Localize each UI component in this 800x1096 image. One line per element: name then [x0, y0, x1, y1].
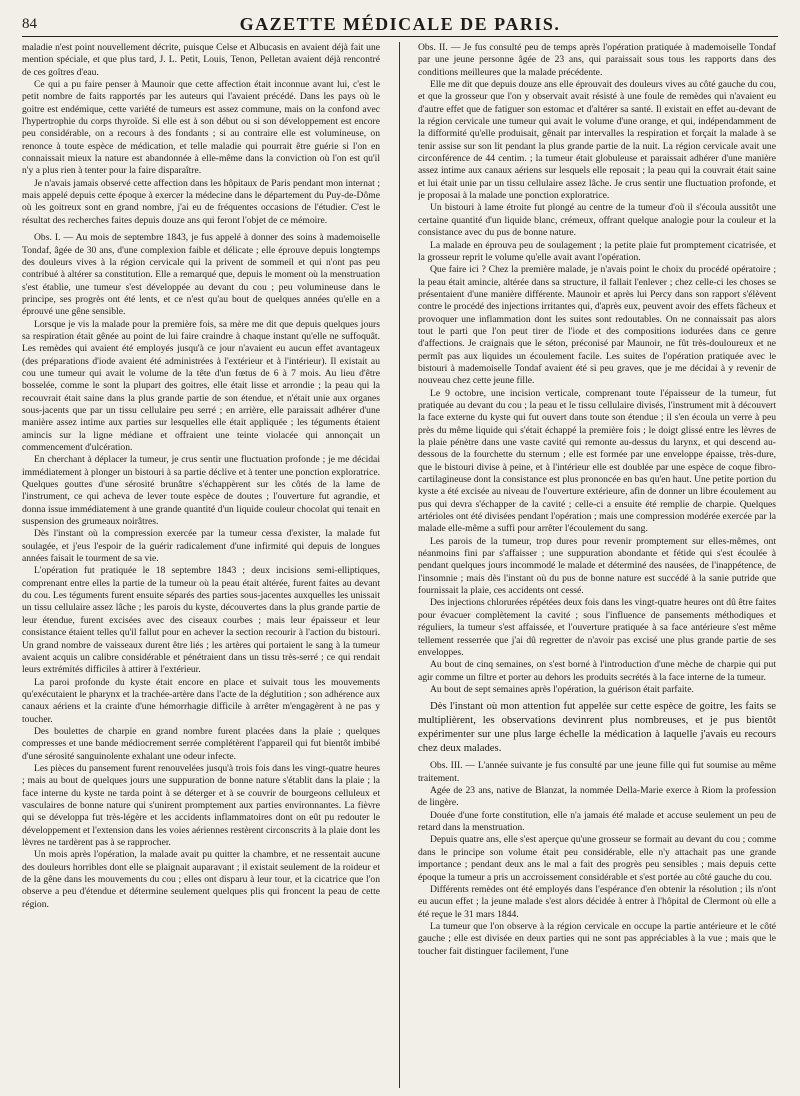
- paragraph: Depuis quatre ans, elle s'est aperçue qu'une grosseur se formait au devant du cou ; comme dans le principe son volume était peu considérable, elle n'y attachait pas une grande importance ; pendant deux ans le mal a fait des progrès peu sensibles ; mais depuis cette époque la tumeur a pris un accroissement considérable et s'est portée au côté gauche du cou.: [418, 834, 776, 883]
- paragraph: Les pièces du pansement furent renouvelées jusqu'à trois fois dans les vingt-quatre heures ; mais au bout de quelques jours une suppuration de bonne nature s'établit dans la plaie ; la face interne du kyste ne tarda point à se déterger et à se couvrir de bourgeons celluleux et vasculaires de bonne nature qui s'unirent promptement aux parties environnantes. La fièvre qui se développa fut très-légère et les accidents inflammatoires dont on eût pu redouter le développement et l'extension dans les voies aériennes restèrent circonscrits à la plaie dont les lèvres ne tardèrent pas à se rapprocher.: [22, 762, 380, 848]
- paragraph: Un bistouri à lame étroite fut plongé au centre de la tumeur d'où il s'écoula aussitôt une certaine quantité d'un liquide blanc, crémeux, offrant quelque analogie pour la couleur et la consistance avec du pus de bonne nature.: [418, 202, 776, 239]
- paragraph: Des boulettes de charpie en grand nombre furent placées dans la plaie ; quelques compresses et une bande médiocrement serrée complétèrent l'appareil qui fut bientôt imbibé d'une sérosité sanguinolente exhalant une odeur infecte.: [22, 725, 380, 762]
- observation-paragraph: Obs. II. — Je fus consulté peu de temps après l'opération pratiquée à mademoiselle Tondaf par une jeune personne âgée de 23 ans, qui paraissait sous tous les rapports dans des conditions meilleures que la malade précédente.: [418, 42, 776, 78]
- left-column: [22, 42, 380, 1086]
- journal-title: GAZETTE MÉDICALE DE PARIS.: [239, 14, 561, 34]
- paragraph: Ce qui a pu faire penser à Maunoir que cette affection était inconnue avant lui, c'est le petit nombre de faits rapportés par les auteurs qui l'avaient précédé. Dans les pays où le goitre est endémique, cette variété de tumeurs est assez commune, mais on la confond avec l'hypertrophie du corps thyroïde. Si elle est à son début ou si son développement est encore peu considérable, on a recours à des fondants ; si au contraire elle est volumineuse, on renonce à toute espèce de médication, et telle maladie qui pourrait être guérie si l'on en connaissait mieux la nature est abandonnée à elle-même dans la conviction où l'on est qu'il n'y a plus rien à tenter pour la faire disparaître.: [22, 79, 380, 177]
- paragraph: La paroi profonde du kyste était encore en place et suivait tous les mouvements qu'exécutaient le pharynx et la trachée-artère dans l'acte de la déglutition ; son adhérence aux canaux aériens et la crainte d'une hémorrhagie difficile à arrêter m'engagèrent à ne pas y toucher.: [22, 676, 380, 725]
- paragraph: Je n'avais jamais observé cette affection dans les hôpitaux de Paris pendant mon internat ; mais appelé depuis cette époque à exercer la médecine dans le département du Puy-de-Dôme où les goitreux sont en grand nombre, j'ai eu de fréquentes occasions de l'étudier. C'est le résultat des recherches faites depuis douze ans qui feront l'objet de ce mémoire.: [22, 177, 380, 226]
- observation-paragraph: Obs. I. — Au mois de septembre 1843, je fus appelé à donner des soins à mademoiselle Tondaf, âgée de 30 ans, d'une complexion faible et délicate ; elle éprouve depuis longtemps des douleurs vives à la région cervicale qui la privent de sommeil et qui n'ont pas peu contribué à altérer sa constitution. Elle a remarqué que, depuis le moment où la menstruation s'est établie, une tumeur s'est développée au devant du cou ; peu volumineuse dans le principe, ses progrès ont été lents, et ce n'est qu'au bout de quelques années qu'elle en a éprouvé une gêne sensible.: [22, 232, 380, 318]
- paragraph: Agée de 23 ans, native de Blanzat, la nommée Della-Marie exerce à Riom la profession de lingère.: [418, 785, 776, 809]
- paragraph: Que faire ici ? Chez la première malade, je n'avais point le choix du procédé opératoire ; la peau était amincie, altérée dans sa structure, il fallait l'enlever ; chez celle-ci les choses se présentaient d'une manière différente. Maunoir et après lui Percy dans son rapport s'élèvent contre le procédé des injections irritantes qui, d'après eux, peuvent avoir des effets fâcheux et provoquer une inflammation dont les suites sont redoutables. On ne connaissait pas alors tout le parti que l'on peut tirer de l'iode et des compositions iodurées dans ce genre d'affections. Je craignais que le séton, préconisé par Maunoir, ne fût très-douloureux et ne permît pas aux liquides un écoulement facile. Les suites de l'opération pratiquée avec le bistouri à mademoiselle Tondaf avaient été si peu graves, que je me décidai à y revenir de nouveau chez cette jeune fille.: [418, 264, 776, 387]
- right-column: [418, 42, 776, 1086]
- paragraph: Douée d'une forte constitution, elle n'a jamais été malade et accuse seulement un peu de retard dans la menstruation.: [418, 809, 776, 834]
- page-number: 84: [22, 16, 37, 32]
- paragraph: Le 9 octobre, une incision verticale, comprenant toute l'épaisseur de la tumeur, fut pratiquée au devant du cou ; la peau et le tissu cellulaire divisés, l'instrument mit à découvert la face externe du kyste qui fut ouvert dans toute son étendue ; il s'en écoula un verre à peu près du même liquide qui s'était échappé la première fois ; le doigt glissé entre les lèvres de la plaie pénètre dans une vaste cavité qui remonte au-dessus du larynx, et qui descend au-dessous de la fourchette du sternum ; elle est formée par une enveloppe épaisse, très-dure, que le bistouri divise à peine, et à l'intérieur elle est doublée par une espèce de coque fibro-cartilagineuse dont la consistance est plus prononcée en bas qu'en haut. Une petite portion du kyste a été excisée au niveau de l'ouverture extérieure, afin de donner un libre écoulement au pus qui devra s'échapper de la cavité ; celle-ci a ensuite été remplie de charpie. Quelques artérioles ont été divisées pendant l'opération ; mais une compression modérée exercée par la malade elle-même a suffi pour arrêter l'écoulement du sang.: [418, 387, 776, 535]
- paragraph: Différents remèdes ont été employés dans l'espérance d'en obtenir la résolution ; ils n'ont eu aucun effet ; la jeune malade s'est alors décidée à entrer à l'hôpital de Clermont où elle a été reçue le 31 mars 1844.: [418, 883, 776, 920]
- page-header: [22, 14, 778, 36]
- paragraph: maladie n'est point nouvellement décrite, puisque Celse et Albucasis en avaient déjà fait une mention spéciale, et que plus tard, J. L. Petit, Louis, Tenon, Pelletan avaient déjà rencontré de ces goîtres d'eau.: [22, 42, 380, 78]
- paragraph: Au bout de sept semaines après l'opération, la guérison était parfaite.: [430, 683, 694, 695]
- paragraph: Dès l'instant où la compression exercée par la tumeur cessa d'exister, la malade fut soulagée, et j'eus l'espoir de la guérir radicalement d'une infirmité qui depuis de longues années faisait le tourment de sa vie.: [22, 528, 380, 565]
- paragraph: Un mois après l'opération, la malade avait pu quitter la chambre, et ne ressentait aucune des douleurs horribles dont elle se plaignait auparavant ; il existait seulement de la roideur et de la gêne dans les mouvements du cou ; elles ont disparu à leur tour, et la cicatrice que l'on observe a peu d'étendue et détermine seulement quelques plis qui froncent la peau de cette région.: [22, 849, 380, 910]
- paragraph: L'opération fut pratiquée le 18 septembre 1843 ; deux incisions semi-elliptiques, comprenant entre elles la partie de la tumeur où la peau était altérée, furent faites au devant du cou. Les téguments furent ensuite séparés des parties sous-jacentes auxquelles les unissait un tissu cellulaire assez lâche ; les parois du kyste, découvertes dans la plus grande partie de leur étendue, furent excisées avec des ciseaux courbes ; mais leur épaisseur et leur consistance étaient telles qu'il fallut pour en achever la section recourir à l'action du bistouri. Un grand nombre de vaisseaux durent être liés ; les artères qui portaient le sang à la tumeur avaient acquis un calibre considérable et pénétraient dans un tissu très-serré ; ce qui rendait leurs extrémités difficiles à attirer à l'extérieur.: [22, 565, 380, 676]
- paragraph: Les parois de la tumeur, trop dures pour revenir promptement sur elles-mêmes, ont néanmoins fini par s'affaisser ; une suppuration abondante et fétide qui s'est écoulée à pendant quelques jours incommodé le malade et déterminé des nausées, de l'inappétence, de l'insomnie ; mais dès l'instant où du pus de bonne nature est succédé à la sanie putride que fournissait la plaie, ces accidents ont cessé.: [418, 535, 776, 597]
- observation-paragraph: Obs. III. — L'année suivante je fus consulté par une jeune fille qui fut soumise au même traitement.: [418, 760, 776, 784]
- paragraph: La tumeur que l'on observe à la région cervicale en occupe la partie antérieure et le côté gauche ; elle est divisée en deux parties qui ne sont pas appréciables à la vue ; mais que le toucher fait distinguer facilement, l'une: [418, 920, 776, 957]
- header-rule: [22, 36, 778, 37]
- paragraph: En cherchant à déplacer la tumeur, je crus sentir une fluctuation profonde ; je me décidai immédiatement à plonger un bistouri à sa partie déclive et à tenter une ponction exploratrice. Quelques gouttes d'une sérosité brunâtre s'échappèrent sur les côtés de la lame de l'instrument, ce qui acheva de lever toute espèce de doutes ; l'ouverture fut agrandie, et donna issue immédiatement à une grande quantité d'un liquide couleur chocolat qui tenait en suspension des grumeaux noirâtres.: [22, 454, 380, 528]
- paragraph: Au bout de cinq semaines, on s'est borné à l'introduction d'une mèche de charpie qui put agir comme un filtre et porter au dehors les produits secrétés à la face interne de la tumeur.: [418, 659, 776, 683]
- paragraph: Elle me dit que depuis douze ans elle éprouvait des douleurs vives au côté gauche du cou, et que la grosseur que l'on y observait avait résisté à une foule de remèdes qui n'avaient eu d'autre effet que de fatiguer son estomac et d'altérer sa santé. Il existait en effet au-devant de la région cervicale une tumeur qui avait le volume d'une orange, et qui, indépendamment de la difformité qu'elle produisait, gênait par intervalles la respiration et forçait la malade à se tenir assise sur son lit pendant la plus grande partie de la nuit. La région cervicale avait une circonférence de 44 centim. ; la tumeur était globuleuse et paraissait adhérer d'une manière assez intime aux canaux aériens sur lesquels elle reposait ; la peau qui la couvrait était saine et lui était unie par un tissu cellulaire assez lâche. Je crus sentir une fluctuation profonde, et je proposai à la malade une ponction exploratrice.: [418, 79, 776, 202]
- paragraph: Lorsque je vis la malade pour la première fois, sa mère me dit que depuis quelques jours sa respiration était gênée au point de lui faire craindre à chaque instant qu'elle ne suffoquât. Les remèdes qui avaient été employés jusqu'à ce jour n'avaient eu aucun effet avantageux (des préparations d'iode avaient été administrées à l'extérieur et à l'intérieur). Il existait au cou une tumeur qui avait le volume de la tête d'un fœtus de 6 à 7 mois. Au lieu d'être bosselée, comme le sont la plupart des goitres, elle était lisse et arrondie ; la peau qui la recouvrait était saine dans la plus grande partie de son étendue, et n'était unie aux organes sous-jacents que par un tissu cellulaire peu serré ; en arrière, elle paraissait adhérer d'une manière assez intime aux parties sur lesquelles elle était appliquée ; les téguments étaient amincis sur la ligne médiane et offraient une teinte violacée qui annonçait un commencement d'ulcération.: [22, 318, 380, 453]
- column-divider: [399, 42, 400, 1088]
- paragraph: La malade en éprouva peu de soulagement ; la petite plaie fut promptement cicatrisée, et la grosseur reprit le volume qu'elle avait avant l'opération.: [418, 239, 776, 263]
- paragraph: Des injections chlorurées répétées deux fois dans les vingt-quatre heures ont dû être faites pour évacuer complètement la cavité ; sous l'influence de pansements méthodiques et réguliers, la tumeur s'est affaissée, et l'ouverture pratiquée à sa face antérieure s'est même tellement resserrée que j'ai dû regretter de n'avoir pas excisé une plus grande partie de ses enveloppes.: [418, 597, 776, 658]
- paragraph: Dès l'instant où mon attention fut appelée sur cette espèce de goitre, les faits se multiplièrent, les observations devinrent plus nombreuses, et je pus bientôt expérimenter sur une plus large échelle la médication à laquelle j'avais eu recours chez deux malades.: [418, 700, 776, 754]
